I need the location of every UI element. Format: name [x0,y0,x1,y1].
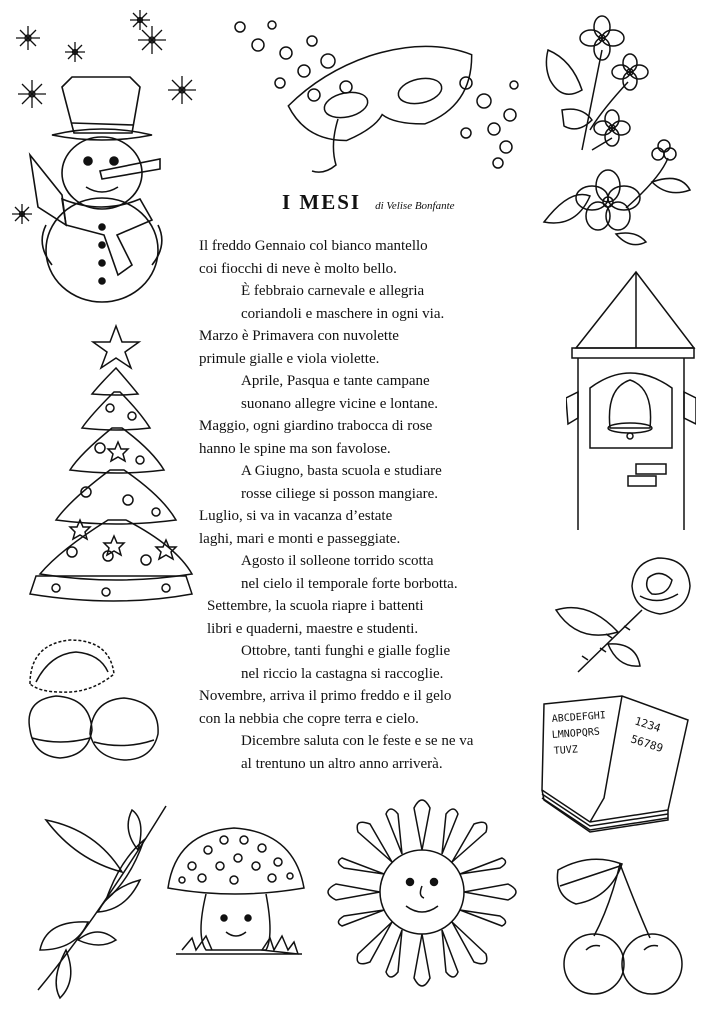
poem-line: nel riccio la castagna si raccoglie. [241,665,444,682]
flower-icon [576,170,640,230]
poem-line: Novembre, arriva il primo freddo e il gelo [199,688,452,704]
poem-line: Luglio, si va in vacanza d’estate [199,508,393,524]
snowman-illustration [22,75,172,305]
flower-branch-illustration [540,138,700,258]
svg-text:LMNOPQRS: LMNOPQRS [551,726,601,741]
sun-rays [328,800,516,986]
poem-line: Aprile, Pasqua e tante campane [241,373,430,389]
poem-body [199,235,529,775]
svg-text:ABCDEFGHI: ABCDEFGHI [551,710,607,725]
snowflake-icon [65,42,85,62]
poem-line: Maggio, ogni giardino trabocca di rose [199,418,433,434]
mushroom-illustration [162,826,312,960]
poem-line: libri e quaderni, maestre e studenti. [207,620,419,637]
poem-title: I MESI [282,190,362,214]
poem-line: rosse ciliege si posson mangiare. [241,485,439,502]
poem-line: Ottobre, tanti funghi e gialle foglie [241,643,451,659]
poem-line: Settembre, la scuola riapre i battenti [207,598,424,614]
cherries-illustration [550,846,700,1011]
leaves-branch-illustration [36,800,171,1000]
poem-line: coi fiocchi di neve è molto bello. [199,260,397,277]
poem-line: Il freddo Gennaio col bianco mantello [199,238,428,254]
svg-text:56789: 56789 [629,732,665,756]
poem-line: al trentuno un altro anno arriverà. [241,755,443,772]
poem-line: Agosto il solleone torrido scotta [241,553,434,569]
poem-line: suonano allegre vicine e lontane. [241,395,439,412]
bell-icon [608,380,652,439]
poem-line: primule gialle e viola violette. [199,350,380,367]
poem-line: È febbraio carnevale e allegria [241,283,425,299]
star-icon [93,326,139,368]
svg-text:TUVZ: TUVZ [553,744,579,757]
poem-line: coriandoli e maschere in ogni via. [241,305,445,322]
carnival-mask-illustration [228,15,528,185]
book-illustration [538,690,698,840]
poem-line: Dicembre saluta con le feste e se ne va [241,733,474,749]
poem-title-block [282,190,455,215]
bell-tower-illustration [566,268,696,530]
christmas-tree-illustration [16,324,196,614]
snowflake-icon [16,26,40,50]
confetti-icon [235,21,518,168]
rose-illustration [548,548,693,683]
poem-line: hanno le spine ma son favolose. [199,440,391,457]
poem-line: con la nebbia che copre terra e cielo. [199,710,419,727]
snowflake-icon [168,76,196,104]
sun-illustration [318,788,528,1013]
flower-icon [652,140,676,160]
flower-icon [612,54,648,90]
poem-line: A Giugno, basta scuola e studiare [241,463,442,479]
poem-line: Marzo è Primavera con nuvolette [199,328,399,344]
chestnuts-illustration [20,634,170,769]
poem-author: di Velise Bonfante [375,200,455,212]
poem-line: nel cielo il temporale forte borbotta. [241,575,458,592]
snowflake-icon [130,10,150,30]
snowflake-icon [138,26,166,54]
poem-line: laghi, mari e monti e passeggiate. [199,530,401,547]
svg-text:1234: 1234 [633,714,663,736]
